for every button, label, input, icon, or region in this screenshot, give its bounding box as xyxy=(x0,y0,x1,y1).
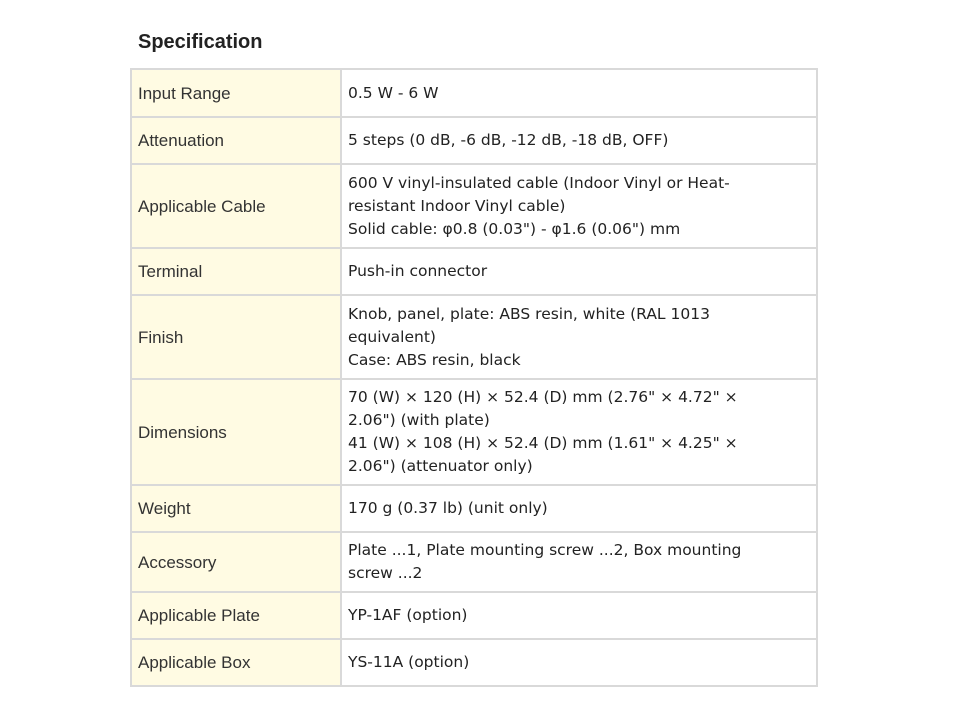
spec-table xyxy=(130,68,818,687)
spec-label: Applicable Plate xyxy=(131,592,341,639)
spec-value-line: resistant Indoor Vinyl cable) xyxy=(348,196,566,215)
spec-row-applicable-box xyxy=(131,639,817,686)
spec-row-dimensions xyxy=(131,379,817,485)
spec-row-attenuation xyxy=(131,117,817,164)
spec-value xyxy=(341,592,817,639)
spec-value-line: 2.06") (with plate) xyxy=(348,411,490,429)
page-title: Specification xyxy=(138,31,263,53)
spec-value-line: 5 steps (0 dB, -6 dB, -12 dB, -18 dB, OFF) xyxy=(348,131,669,149)
spec-value-line: 600 V vinyl-insulated cable (Indoor Vinyl or Heat- xyxy=(348,173,730,192)
spec-row-terminal xyxy=(131,248,817,295)
spec-label: Terminal xyxy=(131,248,341,295)
spec-label: Weight xyxy=(131,485,341,532)
spec-label: Dimensions xyxy=(131,379,341,485)
spec-row-accessory xyxy=(131,532,817,592)
spec-row-weight xyxy=(131,485,817,532)
spec-row-finish xyxy=(131,295,817,379)
spec-label: Applicable Cable xyxy=(131,164,341,248)
spec-value-line: Push-in connector xyxy=(348,262,488,280)
spec-value-line: screw ...2 xyxy=(348,564,423,582)
spec-value-line: 70 (W) × 120 (H) × 52.4 (D) mm (2.76" × 4.72" × xyxy=(348,388,738,406)
spec-row-applicable-cable xyxy=(131,164,817,248)
spec-row-input-range xyxy=(131,69,817,117)
spec-value-line: Plate ...1, Plate mounting screw ...2, Box mounting xyxy=(348,541,742,559)
spec-value xyxy=(341,295,817,379)
spec-value-line: YP-1AF (option) xyxy=(348,606,468,624)
spec-value-line: 170 g (0.37 lb) (unit only) xyxy=(348,499,548,517)
spec-value xyxy=(341,248,817,295)
spec-value-line: Solid cable: φ0.8 (0.03") - φ1.6 (0.06") mm xyxy=(348,219,681,238)
spec-value xyxy=(341,639,817,686)
spec-label: Attenuation xyxy=(131,117,341,164)
spec-value xyxy=(341,532,817,592)
spec-label: Input Range xyxy=(131,69,341,117)
spec-value-line: YS-11A (option) xyxy=(348,653,470,671)
spec-row-applicable-plate xyxy=(131,592,817,639)
spec-value-line: equivalent) xyxy=(348,327,436,346)
spec-value xyxy=(341,379,817,485)
spec-label: Accessory xyxy=(131,532,341,592)
spec-value-line: 2.06") (attenuator only) xyxy=(348,457,533,475)
spec-label: Applicable Box xyxy=(131,639,341,686)
spec-value-line: 0.5 W - 6 W xyxy=(348,83,439,102)
spec-value-line: Knob, panel, plate: ABS resin, white (RAL 1013 xyxy=(348,304,710,323)
spec-value-line: 41 (W) × 108 (H) × 52.4 (D) mm (1.61" × 4.25" × xyxy=(348,434,738,452)
spec-value xyxy=(341,485,817,532)
spec-value xyxy=(341,117,817,164)
spec-value-line: Case: ABS resin, black xyxy=(348,350,521,369)
spec-label: Finish xyxy=(131,295,341,379)
spec-value xyxy=(341,69,817,117)
spec-value xyxy=(341,164,817,248)
